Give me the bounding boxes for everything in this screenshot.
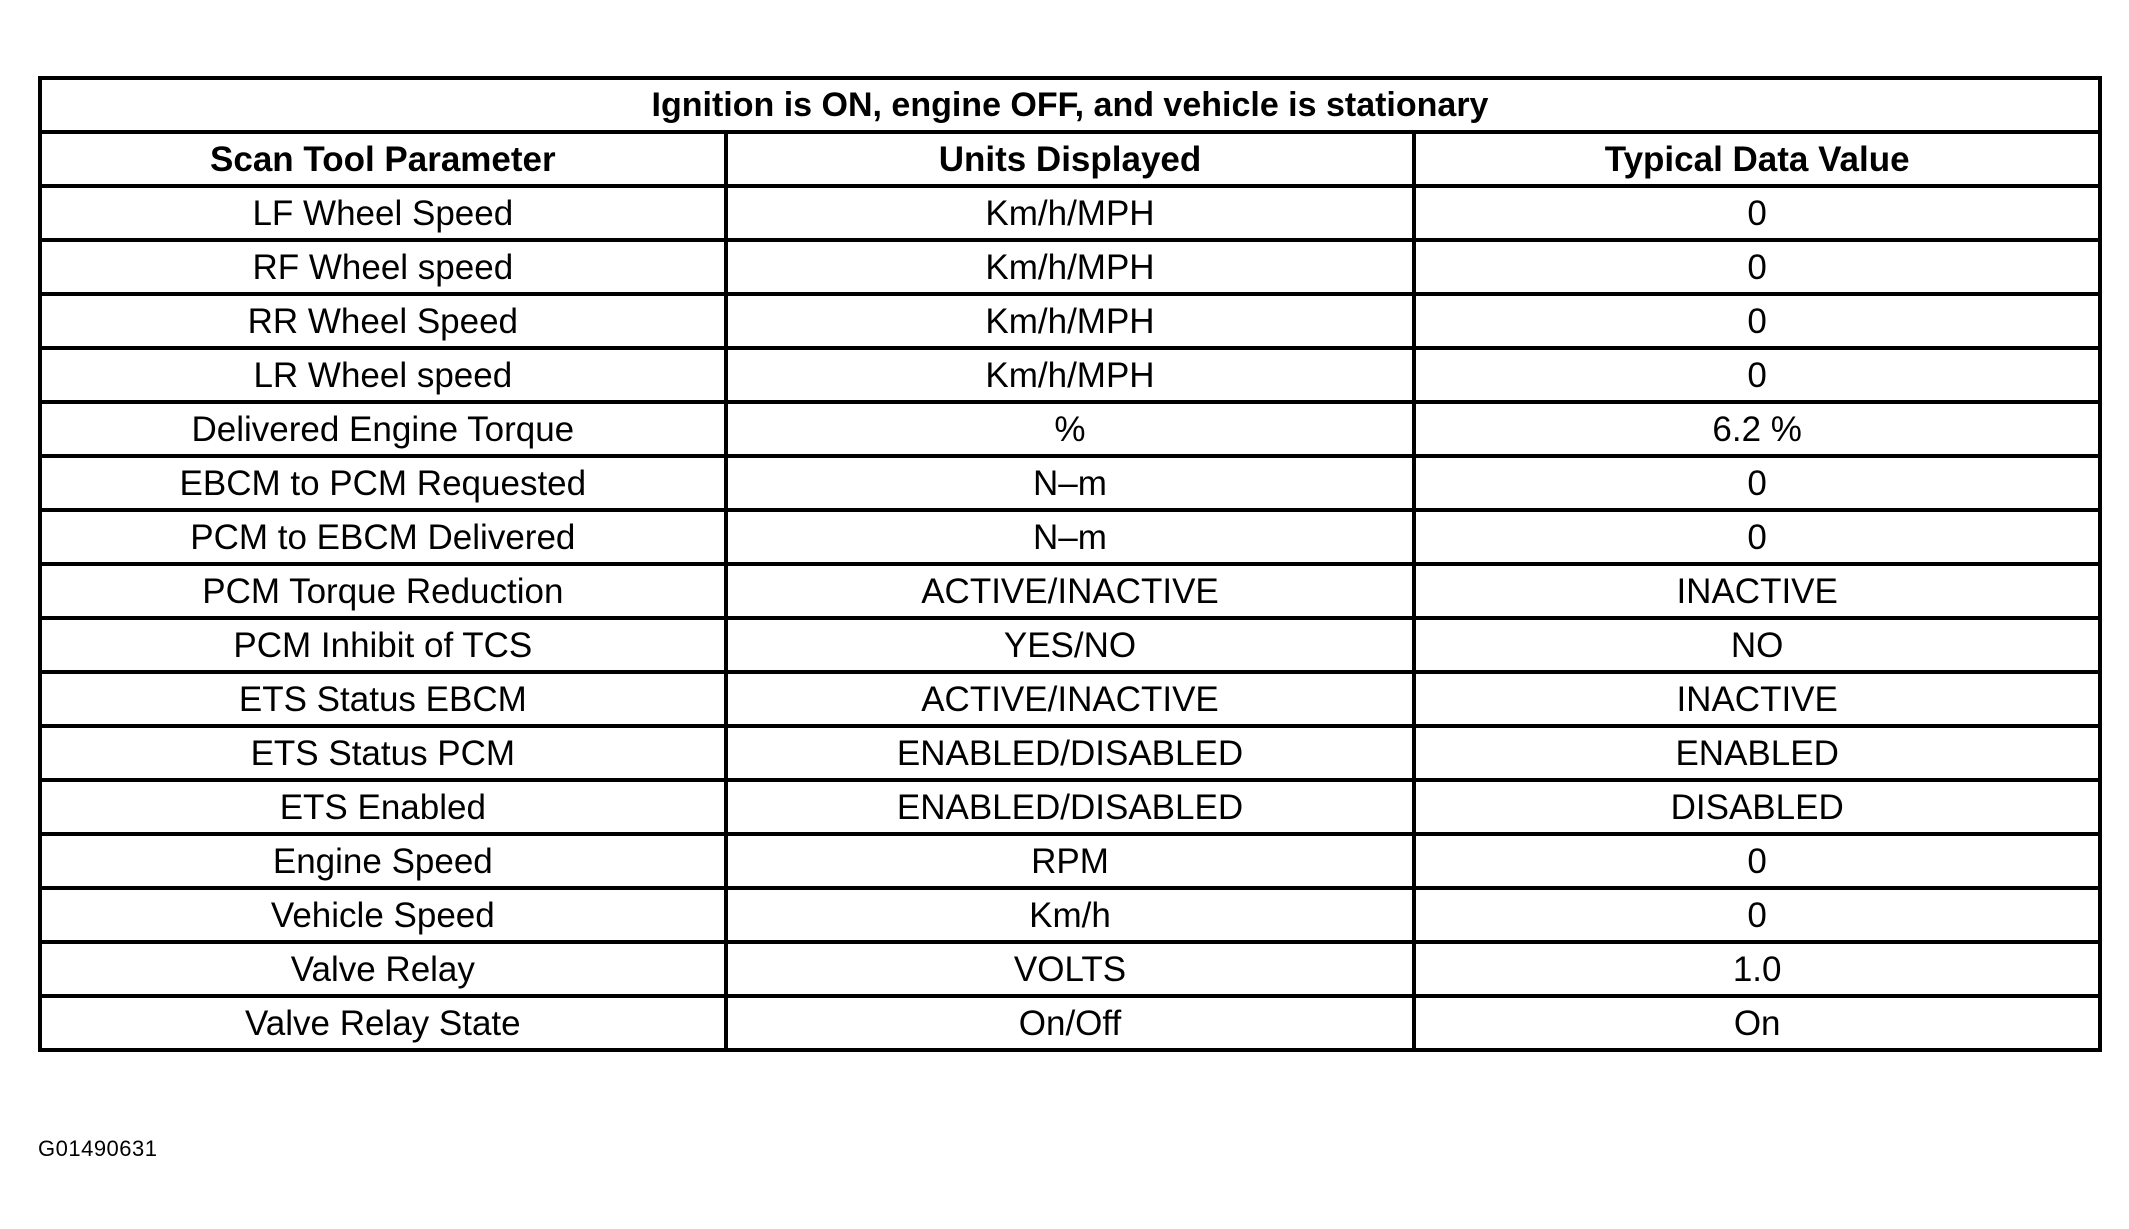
- table-row: [40, 834, 2100, 888]
- cell-typical-value: 0: [1414, 834, 2100, 888]
- cell-parameter: PCM Torque Reduction: [40, 564, 726, 618]
- table-row: [40, 672, 2100, 726]
- cell-parameter: Valve Relay State: [40, 996, 726, 1050]
- cell-typical-value: INACTIVE: [1414, 564, 2100, 618]
- cell-typical-value: 0: [1414, 240, 2100, 294]
- cell-typical-value: 0: [1414, 888, 2100, 942]
- table-header-row: [40, 132, 2100, 186]
- cell-parameter: ETS Enabled: [40, 780, 726, 834]
- cell-parameter: Valve Relay: [40, 942, 726, 996]
- scan-tool-data-table: [38, 76, 2102, 1052]
- cell-parameter: EBCM to PCM Requested: [40, 456, 726, 510]
- table-row: [40, 510, 2100, 564]
- cell-units: ACTIVE/INACTIVE: [726, 564, 1415, 618]
- table-row: [40, 942, 2100, 996]
- cell-units: %: [726, 402, 1415, 456]
- cell-typical-value: INACTIVE: [1414, 672, 2100, 726]
- cell-parameter: Delivered Engine Torque: [40, 402, 726, 456]
- cell-parameter: PCM to EBCM Delivered: [40, 510, 726, 564]
- cell-units: Km/h/MPH: [726, 186, 1415, 240]
- table-row: [40, 240, 2100, 294]
- cell-units: Km/h/MPH: [726, 348, 1415, 402]
- cell-typical-value: 1.0: [1414, 942, 2100, 996]
- table-row: [40, 456, 2100, 510]
- table-title-row: [40, 78, 2100, 132]
- cell-parameter: LR Wheel speed: [40, 348, 726, 402]
- cell-parameter: Vehicle Speed: [40, 888, 726, 942]
- figure-id-label: G01490631: [38, 1136, 158, 1161]
- cell-typical-value: DISABLED: [1414, 780, 2100, 834]
- cell-units: YES/NO: [726, 618, 1415, 672]
- cell-units: Km/h: [726, 888, 1415, 942]
- cell-typical-value: ENABLED: [1414, 726, 2100, 780]
- header-units-displayed: Units Displayed: [726, 132, 1415, 186]
- cell-typical-value: 0: [1414, 186, 2100, 240]
- cell-units: VOLTS: [726, 942, 1415, 996]
- table-row: [40, 294, 2100, 348]
- cell-units: ACTIVE/INACTIVE: [726, 672, 1415, 726]
- table-row: [40, 618, 2100, 672]
- cell-units: Km/h/MPH: [726, 240, 1415, 294]
- table-row: [40, 780, 2100, 834]
- cell-parameter: ETS Status PCM: [40, 726, 726, 780]
- cell-units: RPM: [726, 834, 1415, 888]
- table-row: [40, 348, 2100, 402]
- table-row: [40, 402, 2100, 456]
- cell-units: ENABLED/DISABLED: [726, 726, 1415, 780]
- table-row: [40, 996, 2100, 1050]
- cell-typical-value: 6.2 %: [1414, 402, 2100, 456]
- table-row: [40, 726, 2100, 780]
- cell-units: N–m: [726, 510, 1415, 564]
- cell-parameter: RR Wheel Speed: [40, 294, 726, 348]
- cell-parameter: Engine Speed: [40, 834, 726, 888]
- cell-typical-value: 0: [1414, 456, 2100, 510]
- header-typical-data-value: Typical Data Value: [1414, 132, 2100, 186]
- cell-units: N–m: [726, 456, 1415, 510]
- table-title: Ignition is ON, engine OFF, and vehicle is stationary: [40, 78, 2100, 132]
- cell-units: On/Off: [726, 996, 1415, 1050]
- table-row: [40, 564, 2100, 618]
- cell-typical-value: 0: [1414, 510, 2100, 564]
- cell-typical-value: 0: [1414, 348, 2100, 402]
- cell-parameter: ETS Status EBCM: [40, 672, 726, 726]
- cell-typical-value: 0: [1414, 294, 2100, 348]
- cell-parameter: LF Wheel Speed: [40, 186, 726, 240]
- table-row: [40, 186, 2100, 240]
- cell-typical-value: NO: [1414, 618, 2100, 672]
- cell-typical-value: On: [1414, 996, 2100, 1050]
- cell-units: ENABLED/DISABLED: [726, 780, 1415, 834]
- cell-parameter: PCM Inhibit of TCS: [40, 618, 726, 672]
- header-scan-tool-parameter: Scan Tool Parameter: [40, 132, 726, 186]
- cell-units: Km/h/MPH: [726, 294, 1415, 348]
- table-row: [40, 888, 2100, 942]
- cell-parameter: RF Wheel speed: [40, 240, 726, 294]
